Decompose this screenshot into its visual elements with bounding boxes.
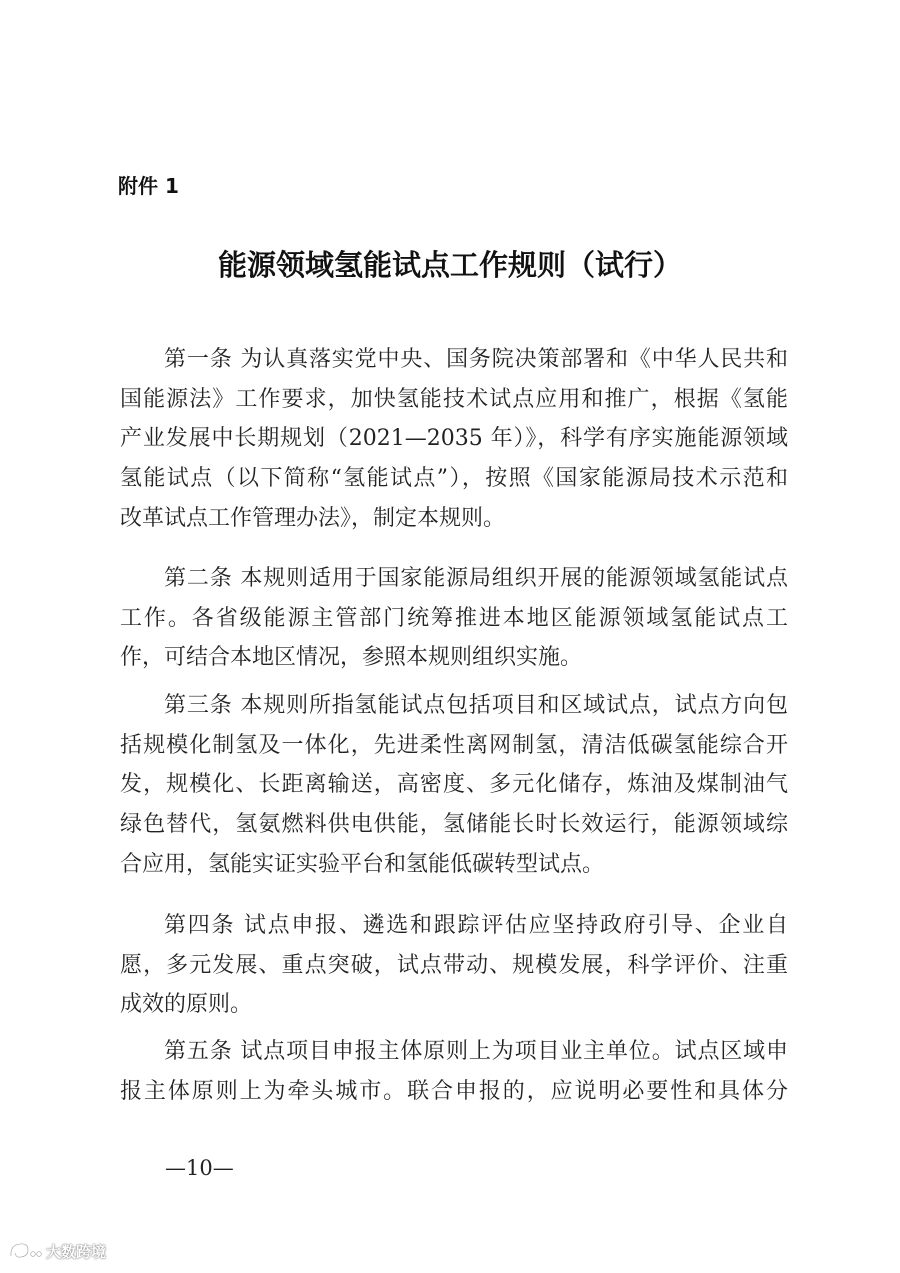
text-line: 第二条 本规则适用于国家能源局组织开展的能源领域氢能试点 bbox=[164, 566, 788, 591]
watermark-text: 大数跨境 bbox=[46, 1242, 107, 1261]
text-line: 氢能试点（以下简称“氢能试点”），按照《国家能源局技术示范和 bbox=[120, 466, 788, 492]
article-4 bbox=[120, 906, 788, 1025]
text-line: 发，规模化、长距离输送，高密度、多元化储存，炼油及煤制油气 bbox=[120, 772, 788, 798]
watermark bbox=[8, 1240, 106, 1262]
text-line: 作，可结合本地区情况，参照本规则组织实施。 bbox=[120, 645, 583, 671]
text-line: 合应用，氢能实证实验平台和氢能低碳转型试点。 bbox=[120, 851, 605, 877]
article-2 bbox=[120, 559, 788, 678]
text-line: 第一条 为认真落实党中央、国务院决策部署和《中华人民共和 bbox=[164, 347, 788, 372]
text-line: 国能源法》工作要求，加快氢能技术试点应用和推广，根据《氢能 bbox=[120, 386, 788, 412]
text-line: 产业发展中长期规划（2021—2035 年）》，科学有序实施能源领域 bbox=[120, 426, 788, 452]
text-line: 愿，多元发展、重点突破，试点带动、规模发展，科学评价、注重 bbox=[120, 952, 788, 978]
article-5 bbox=[120, 1032, 788, 1111]
text-line: 第五条 试点项目申报主体原则上为项目业主单位。试点区域申 bbox=[164, 1039, 788, 1064]
text-line: 第四条 试点申报、遴选和跟踪评估应坚持政府引导、企业自 bbox=[164, 913, 788, 938]
article-1 bbox=[120, 340, 788, 538]
text-line: 第三条 本规则所指氢能试点包括项目和区域试点，试点方向包 bbox=[164, 693, 788, 718]
document-title: 能源领域氢能试点工作规则（试行） bbox=[217, 248, 682, 282]
text-line: 工作。各省级能源主管部门统筹推进本地区能源领域氢能试点工 bbox=[120, 605, 788, 631]
brand-logo-icon bbox=[8, 1240, 42, 1262]
text-line: 括规模化制氢及一体化，先进柔性离网制氢，清洁低碳氢能综合开 bbox=[120, 732, 788, 758]
article-3 bbox=[120, 686, 788, 884]
text-line: 成效的原则。 bbox=[120, 992, 253, 1018]
text-line: 报主体原则上为牵头城市。联合申报的，应说明必要性和具体分 bbox=[120, 1078, 788, 1104]
attachment-label: 附件 1 bbox=[118, 174, 179, 198]
page-number: —10— bbox=[165, 1156, 234, 1180]
text-line: 绿色替代，氢氨燃料供电供能，氢储能长时长效运行，能源领域综 bbox=[120, 812, 788, 838]
text-line: 改革试点工作管理办法》，制定本规则。 bbox=[120, 505, 506, 531]
